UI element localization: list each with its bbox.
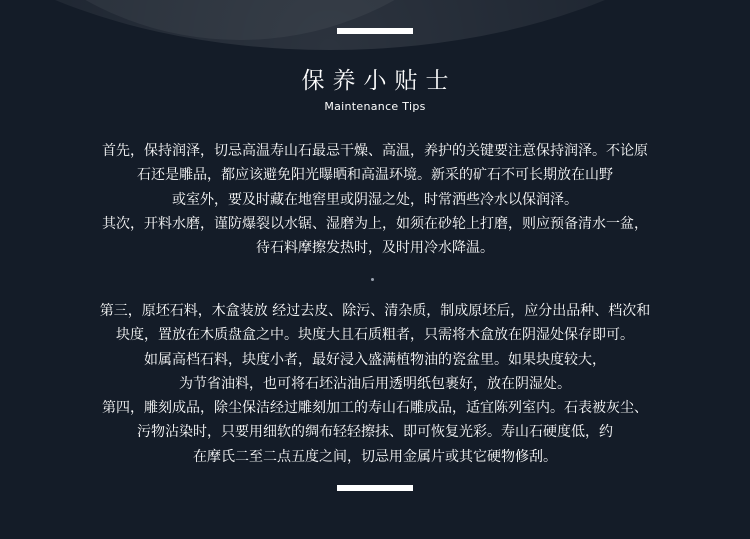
paragraph-line: 第四，雕刻成品，除尘保洁经过雕刻加工的寿山石雕成品，适宜陈列室内。石表被灰尘、 — [102, 400, 648, 417]
paragraph-line: 第三，原坯石料，木盒装放 经过去皮、除污、清杂质，制成原坯后，应分出品种、档次和 — [99, 303, 651, 319]
maintenance-paragraph-2 — [0, 299, 750, 469]
paragraph-line: 在摩氏二至二点五度之间，切忌用金属片或其它硬物修刮。 — [193, 448, 557, 465]
paragraph-line: 为节省油料，也可将石坯沾油后用透明纸包裹好，放在阴湿处。 — [179, 375, 571, 392]
page-title: 保养小贴士 — [301, 68, 457, 94]
background-arc — [0, 0, 750, 50]
paragraph-line: 石还是雕品，都应该避免阳光曝晒和高温环境。新采的矿石不可长期放在山野 — [137, 167, 613, 184]
paragraph-line: 污物沾染时，只要用细软的绸布轻轻擦抹、即可恢复光彩。寿山石硬度低，约 — [137, 424, 613, 441]
separator-dot — [371, 278, 374, 281]
paragraph-line: 或室外，要及时藏在地窖里或阴湿之处，时常洒些冷水以保润泽。 — [172, 191, 578, 208]
background-arc-inner — [0, 0, 540, 40]
page-subtitle: Maintenance Tips — [324, 100, 426, 113]
paragraph-line: 待石料摩擦发热时，及时用冷水降温。 — [256, 240, 494, 257]
paragraph-line: 如属高档石料，块度小者，最好浸入盛满植物油的瓷盆里。如果块度较大， — [144, 351, 606, 368]
maintenance-paragraph-1 — [0, 139, 750, 260]
paragraph-line: 块度，置放在木质盘盒之中。块度大且石质粗者，只需将木盒放在阴湿处保存即可。 — [116, 327, 634, 344]
bottom-divider-bar — [337, 485, 413, 491]
top-divider-bar — [337, 28, 413, 34]
paragraph-line: 其次，开料水磨，谨防爆裂以水锯、湿磨为上，如须在砂轮上打磨，则应预备清水一盆， — [102, 215, 648, 232]
paragraph-line: 首先，保持润泽，切忌高温寿山石最忌干燥、高温，养护的关键要注意保持润泽。不论原 — [102, 143, 648, 159]
